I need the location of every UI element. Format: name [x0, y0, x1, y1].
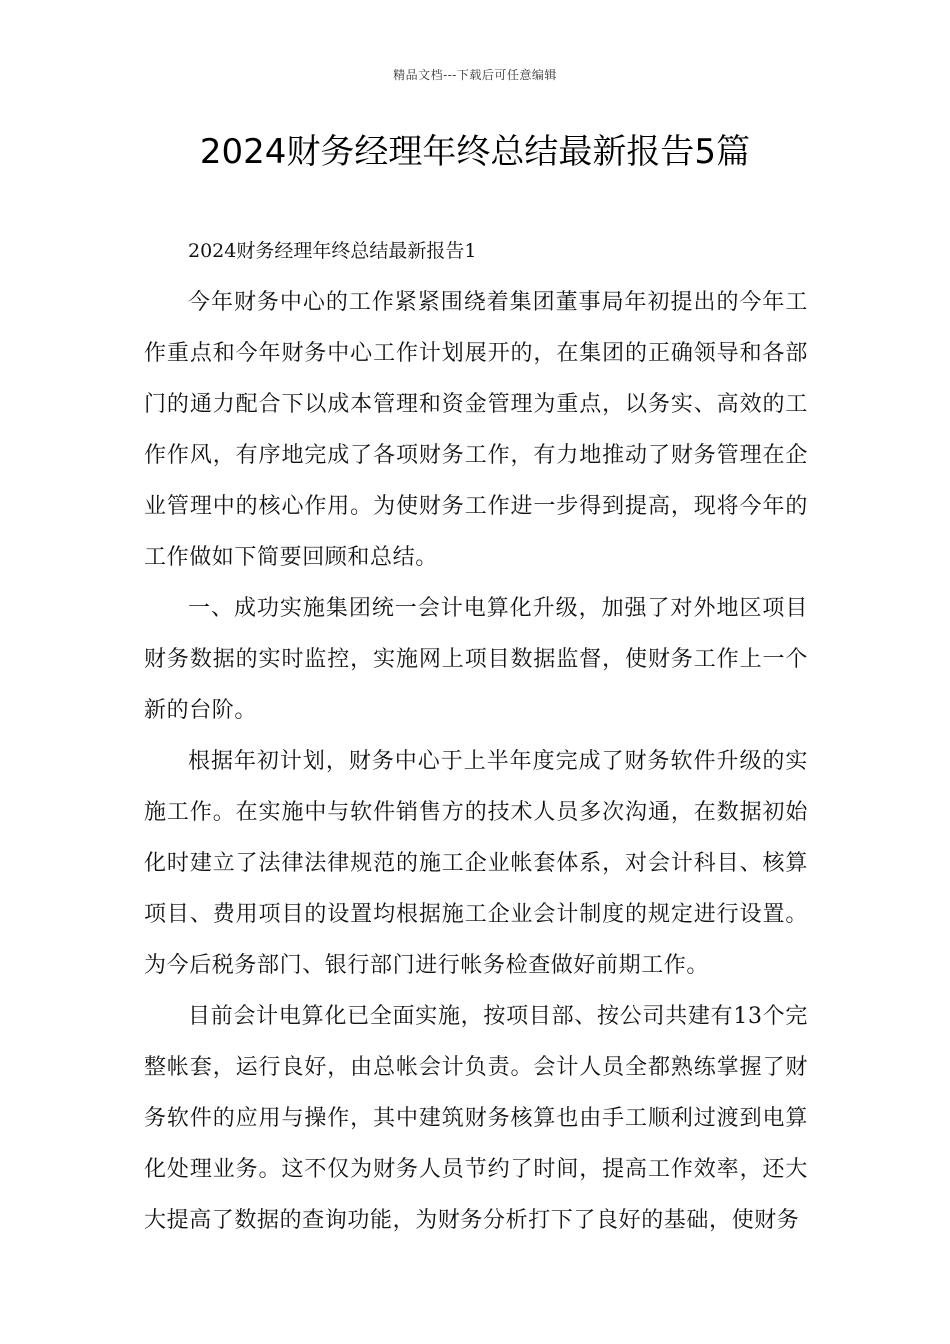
paragraph-4: 目前会计电算化已全面实施，按项目部、按公司共建有13个完整帐套，运行良好，由总帐会计负责。会计人员全都熟练掌握了财务软件的应用与操作，其中建筑财务核算也由手工顺利过渡到电算化处理业务。这不仅为财务人员节约了时间，提高工作效率，还大大提高了数据的查询功能，为财务分析打下了良好的基础，使财务	[144, 1004, 808, 1233]
document-title: 2024财务经理年终总结最新报告5篇	[199, 132, 751, 172]
paragraph-1: 今年财务中心的工作紧紧围绕着集团董事局年初提出的今年工作重点和今年财务中心工作计划展开的，在集团的正确领导和各部门的通力配合下以成本管理和资金管理为重点，以务实、高效的工作作风，有序地完成了各项财务工作，有力地推动了财务管理在企业管理中的核心作用。为使财务工作进一步得到提高，现将今年的工作做如下简要回顾和总结。	[144, 290, 808, 570]
document-body	[144, 226, 808, 1246]
section-subtitle: 2024财务经理年终总结最新报告1	[188, 240, 477, 262]
header-note: 精品文档---下载后可任意编辑	[393, 68, 557, 82]
paragraph-3: 根据年初计划，财务中心于上半年度完成了财务软件升级的实施工作。在实施中与软件销售方的技术人员多次沟通，在数据初始化时建立了法律法律规范的施工企业帐套体系，对会计科目、核算项目、费用项目的设置均根据施工企业会计制度的规定进行设置。为今后税务部门、银行部门进行帐务检查做好前期工作。	[144, 749, 808, 978]
paragraph-2: 一、成功实施集团统一会计电算化升级，加强了对外地区项目财务数据的实时监控，实施网上项目数据监督，使财务工作上一个新的台阶。	[144, 596, 808, 723]
